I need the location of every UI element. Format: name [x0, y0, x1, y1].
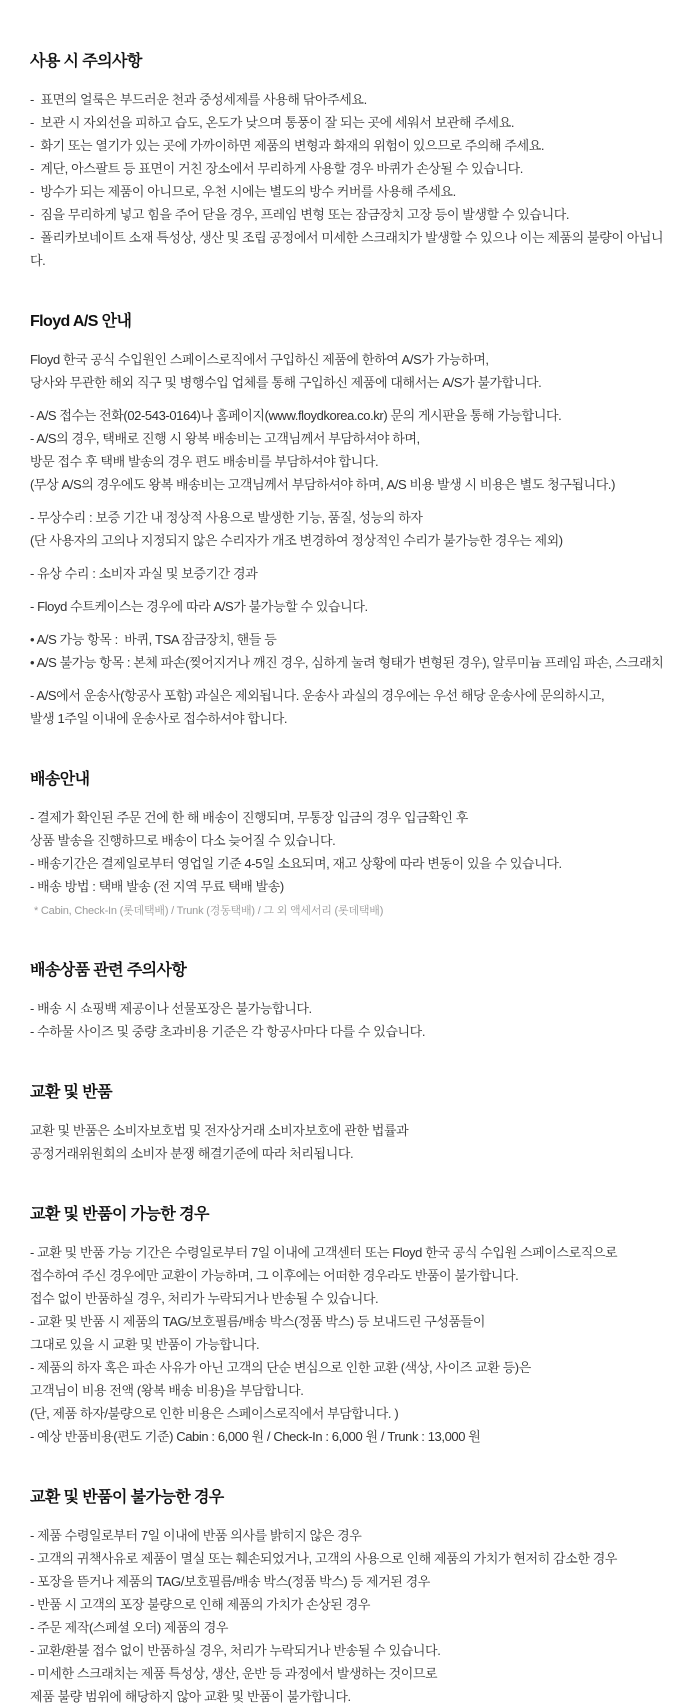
text-line: - 폴리카보네이트 소재 특성상, 생산 및 조립 공정에서 미세한 스크래치가 발생할 수 있으나 이는 제품의 불량이 아닙니다. — [30, 230, 664, 268]
section-heading: 배송상품 관련 주의사항 — [30, 962, 187, 979]
text-line: - 표면의 얼룩은 부드러운 천과 중성세제를 사용해 닦아주세요. — [30, 92, 367, 107]
section-heading: 교환 및 반품이 불가능한 경우 — [30, 1489, 224, 1506]
text-line: - A/S에서 운송사(항공사 포함) 과실은 제외됩니다. 운송사 과실의 경우에는 우선 해당 운송사에 문의하시고, — [30, 688, 605, 703]
text-line: - 배송 방법 : 택배 발송 (전 지역 무료 택배 발송) — [30, 879, 284, 894]
text-line: 제품 불량 범위에 해당하지 않아 교환 및 반품이 불가합니다. — [30, 1689, 351, 1704]
text-line: - 교환 및 반품 시 제품의 TAG/보호필름/배송 박스(정품 박스) 등 보내드린 구성품들이 — [30, 1314, 485, 1329]
text-line: 상품 발송을 진행하므로 배송이 다소 늦어질 수 있습니다. — [30, 833, 336, 848]
text-line: - 예상 반품비용(편도 기준) Cabin : 6,000 원 / Check-In : 6,000 원 / Trunk : 13,000 원 — [30, 1429, 481, 1444]
text-line: - 주문 제작(스페셜 오더) 제품의 경우 — [30, 1620, 229, 1635]
text-line: - 제품의 하자 혹은 파손 사유가 아닌 고객의 단순 변심으로 인한 교환 (색상, 사이즈 교환 등)은 — [30, 1360, 531, 1375]
section-heading: 교환 및 반품 — [30, 1084, 112, 1101]
section-exchange-return-impossible — [30, 1488, 674, 1708]
text-line: - 계단, 아스팔트 등 표면이 거친 장소에서 무리하게 사용할 경우 바퀴가 손상될 수 있습니다. — [30, 161, 524, 176]
section-heading: 배송안내 — [30, 771, 90, 788]
text-line: 접수 없이 반품하실 경우, 처리가 누락되거나 반송될 수 있습니다. — [30, 1291, 379, 1306]
text-line: 고객님이 비용 전액 (왕복 배송 비용)을 부담합니다. — [30, 1383, 304, 1398]
text-line: 교환 및 반품은 소비자보호법 및 전자상거래 소비자보호에 관한 법률과 — [30, 1123, 409, 1138]
text-line: - 화기 또는 열기가 있는 곳에 가까이하면 제품의 변형과 화재의 위험이 있으므로 주의해 주세요. — [30, 138, 545, 153]
text-line: - 무상수리 : 보증 기간 내 정상적 사용으로 발생한 기능, 품질, 성능의 하자 — [30, 510, 423, 525]
section-heading: 사용 시 주의사항 — [30, 53, 142, 70]
text-line: - 제품 수령일로부터 7일 이내에 반품 의사를 밝히지 않은 경우 — [30, 1528, 362, 1543]
text-line: 방문 접수 후 택배 발송의 경우 편도 배송비를 부담하셔야 합니다. — [30, 454, 379, 469]
text-line: (단, 제품 하자/불량으로 인한 비용은 스페이스로직에서 부담합니다. ) — [30, 1406, 399, 1421]
text-line: - 교환 및 반품 가능 기간은 수령일로부터 7일 이내에 고객센터 또는 Floyd 한국 공식 수입원 스페이스로직으로 — [30, 1245, 618, 1260]
section-shipping-guide — [30, 770, 674, 921]
text-line: - A/S의 경우, 택배로 진행 시 왕복 배송비는 고객님께서 부담하셔야 하며, — [30, 431, 420, 446]
text-line: - 포장을 뜯거나 제품의 TAG/보호필름/배송 박스(정품 박스) 등 제거된 경우 — [30, 1574, 430, 1589]
text-line: - 유상 수리 : 소비자 과실 및 보증기간 경과 — [30, 566, 258, 581]
text-line: - A/S 접수는 전화(02-543-0164)나 홈페이지(www.floydkorea.co.kr) 문의 게시판을 통해 가능합니다. — [30, 408, 562, 423]
text-line: 공정거래위원회의 소비자 분쟁 해결기준에 따라 처리됩니다. — [30, 1146, 354, 1161]
text-line: - 교환/환불 접수 없이 반품하실 경우, 처리가 누락되거나 반송될 수 있습니다. — [30, 1643, 441, 1658]
text-line: - 배송기간은 결제일로부터 영업일 기준 4-5일 소요되며, 재고 상황에 따라 변동이 있을 수 있습니다. — [30, 856, 562, 871]
section-heading: 교환 및 반품이 가능한 경우 — [30, 1206, 209, 1223]
text-line: - 짐을 무리하게 넣고 힘을 주어 닫을 경우, 프레임 변형 또는 잠금장치 고장 등이 발생할 수 있습니다. — [30, 207, 570, 222]
text-line: (무상 A/S의 경우에도 왕복 배송비는 고객님께서 부담하셔야 하며, A/S 비용 발생 시 비용은 별도 청구됩니다.) — [30, 477, 616, 492]
section-exchange-return — [30, 1083, 674, 1165]
text-line: 그대로 있을 시 교환 및 반품이 가능합니다. — [30, 1337, 260, 1352]
text-line: 당사와 무관한 해외 직구 및 병행수입 업체를 통해 구입하신 제품에 대해서는 A/S가 불가합니다. — [30, 375, 542, 390]
section-exchange-return-possible — [30, 1205, 674, 1448]
text-line: 접수하여 주신 경우에만 교환이 가능하며, 그 이후에는 어떠한 경우라도 반품이 불가합니다. — [30, 1268, 519, 1283]
section-heading: Floyd A/S 안내 — [30, 313, 132, 330]
text-line: - 미세한 스크래치는 제품 특성상, 생산, 운반 등 과정에서 발생하는 것이므로 — [30, 1666, 438, 1681]
text-line: - 결제가 확인된 주문 건에 한 해 배송이 진행되며, 무통장 입금의 경우 입금확인 후 — [30, 810, 468, 825]
text-line: 발생 1주일 이내에 운송사로 접수하셔야 합니다. — [30, 711, 288, 726]
text-line: • A/S 불가능 항목 : 본체 파손(찢어지거나 깨진 경우, 심하게 눌려 형태가 변형된 경우), 알루미늄 프레임 파손, 스크래치 — [30, 655, 664, 670]
text-line: • A/S 가능 항목 : 바퀴, TSA 잠금장치, 핸들 등 — [30, 632, 277, 647]
text-line: - Floyd 수트케이스는 경우에 따라 A/S가 불가능할 수 있습니다. — [30, 599, 368, 614]
text-line: - 수하물 사이즈 및 중량 초과비용 기준은 각 항공사마다 다를 수 있습니다. — [30, 1024, 426, 1039]
text-line: - 고객의 귀책사유로 제품이 멸실 또는 훼손되었거나, 고객의 사용으로 인해 제품의 가치가 현저히 감소한 경우 — [30, 1551, 618, 1566]
text-line: Floyd 한국 공식 수입원인 스페이스로직에서 구입하신 제품에 한하여 A/S가 가능하며, — [30, 352, 489, 367]
section-as-guide — [30, 312, 674, 730]
note-line: * Cabin, Check-In (롯데택배) / Trunk (경동택배) / 그 외 액세서리 (롯데택배) — [34, 905, 384, 917]
text-line: - 배송 시 쇼핑백 제공이나 선물포장은 불가능합니다. — [30, 1001, 312, 1016]
text-line: - 방수가 되는 제품이 아니므로, 우천 시에는 별도의 방수 커버를 사용해 주세요. — [30, 184, 456, 199]
text-line: - 반품 시 고객의 포장 불량으로 인해 제품의 가치가 손상된 경우 — [30, 1597, 370, 1612]
section-shipping-product-precautions — [30, 961, 674, 1043]
text-line: (단 사용자의 고의나 지정되지 않은 수리자가 개조 변경하여 정상적인 수리가 불가능한 경우는 제외) — [30, 533, 563, 548]
text-line: - 보관 시 자외선을 피하고 습도, 온도가 낮으며 통풍이 잘 되는 곳에 세워서 보관해 주세요. — [30, 115, 515, 130]
section-usage-precautions — [30, 52, 674, 272]
